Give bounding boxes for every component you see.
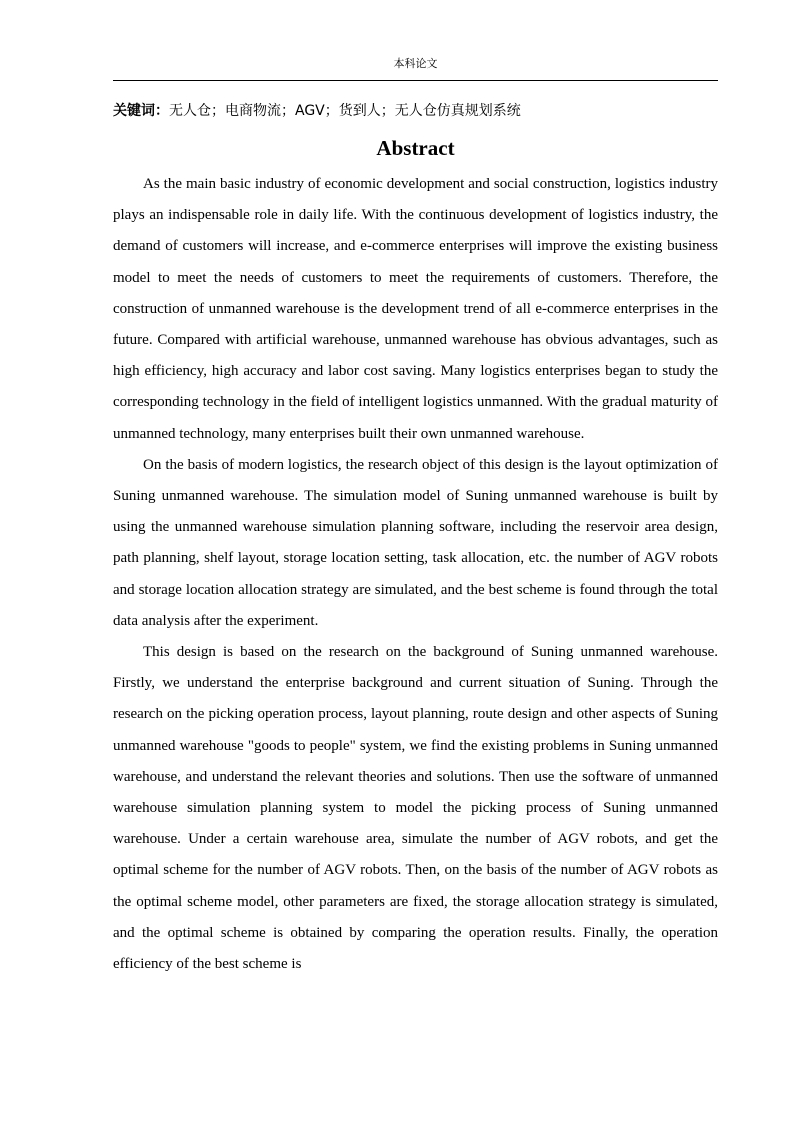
header-divider: [113, 80, 718, 81]
keywords-text: 无人仓；电商物流；AGV；货到人；无人仓仿真规划系统: [169, 103, 521, 119]
abstract-paragraph-3: This design is based on the research on the background of Suning unmanned warehouse. Firstly, we understand the enterprise background and current situation of Suning. Through the research on the picking operation process, layout planning, route design and other aspects of Suning unmanned warehouse "goods to people" system, we find the existing problems in Suning unmanned warehouse, and understand the relevant theories and solutions. Then use the software of unmanned warehouse simulation planning system to model the picking process of Suning unmanned warehouse. Under a certain warehouse area, simulate the number of AGV robots, and get the optimal scheme for the number of AGV robots. Then, on the basis of the number of AGV robots as the optimal scheme model, other parameters are fixed, the storage allocation strategy is simulated, and the optimal scheme is obtained by comparing the operation results. Finally, the operation efficiency of the best scheme is: [113, 644, 718, 973]
abstract-paragraph-2: On the basis of modern logistics, the research object of this design is the layout optimization of Suning unmanned warehouse. The simulation model of Suning unmanned warehouse is built by using the unmanned warehouse simulation planning software, including the reservoir area design, path planning, shelf layout, storage location setting, task allocation, etc. the number of AGV robots and storage location allocation strategy are simulated, and the best scheme is found through the total data analysis after the experiment.: [113, 456, 718, 629]
keywords-line: [113, 101, 718, 121]
abstract-heading: Abstract: [376, 136, 455, 160]
keywords-label: 关键词：: [113, 103, 169, 119]
abstract-body: [113, 169, 718, 980]
abstract-paragraph-1: As the main basic industry of economic development and social construction, logistics industry plays an indispensable role in daily life. With the continuous development of logistics industry, the demand of customers will increase, and e-commerce enterprises will improve the existing business model to meet the needs of customers to meet the requirements of customers. Therefore, the construction of unmanned warehouse is the development trend of all e-commerce enterprises in the future. Compared with artificial warehouse, unmanned warehouse has obvious advantages, such as high efficiency, high accuracy and labor cost saving. Many logistics enterprises began to study the corresponding technology in the field of intelligent logistics unmanned. With the gradual maturity of unmanned technology, many enterprises built their own unmanned warehouse.: [113, 176, 718, 442]
running-header: 本科论文: [393, 57, 438, 70]
